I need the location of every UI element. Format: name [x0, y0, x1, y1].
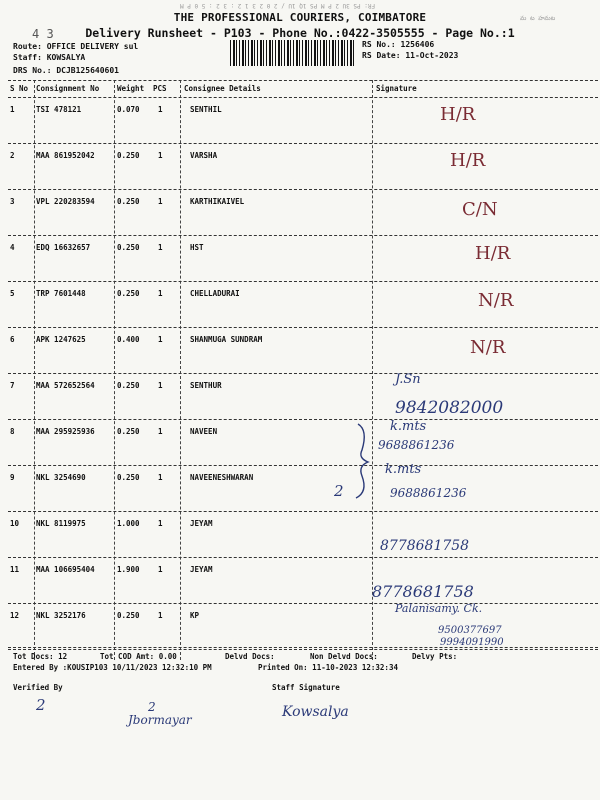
- cell-weight: 0.250: [117, 381, 140, 390]
- cell-consignee: KP: [190, 611, 200, 620]
- total-cod: Tot COD Amt: 0.00: [100, 652, 177, 661]
- table-row: [8, 557, 598, 604]
- delivery-points: Delvy Pts:: [412, 652, 458, 661]
- cell-weight: 0.250: [117, 427, 140, 436]
- handwritten-phone: 9688861236: [378, 438, 455, 452]
- runsheet-title: Delivery Runsheet - P103 - Phone No.:0422-3505555 - Page No.:1: [85, 26, 515, 40]
- cell-sno: 4: [10, 243, 15, 252]
- cell-consignment: TRP 7601448: [36, 289, 86, 298]
- handwritten-status: H/R: [450, 150, 486, 171]
- cell-consignee: JEYAM: [190, 519, 213, 528]
- cell-consignment: MAA 572652564: [36, 381, 95, 390]
- cell-pcs: 1: [158, 289, 163, 298]
- table-row: [8, 189, 598, 236]
- rs-number: RS No.: 1256406: [362, 40, 435, 49]
- col-weight: Weight: [117, 84, 145, 93]
- cell-weight: 1.000: [117, 519, 140, 528]
- cell-sno: 8: [10, 427, 15, 436]
- cell-consignment: MAA 106695404: [36, 565, 95, 574]
- cell-consignee: VARSHA: [190, 151, 218, 160]
- table-row: [8, 465, 598, 512]
- cell-consignment: VPL 220283594: [36, 197, 95, 206]
- cell-consignment: EDQ 16632657: [36, 243, 91, 252]
- cell-weight: 0.250: [117, 611, 140, 620]
- cell-consignment: APK 1247625: [36, 335, 86, 344]
- cell-weight: 0.250: [117, 289, 140, 298]
- total-docs: Tot Docs: 12: [13, 652, 68, 661]
- table-row: [8, 373, 598, 420]
- faint-corner-text: మ ట హమట: [520, 15, 556, 22]
- cell-pcs: 1: [158, 519, 163, 528]
- handwritten-status: H/R: [475, 243, 511, 264]
- table-row: [8, 603, 598, 650]
- cell-consignee: SHANMUGA SUNDRAM: [190, 335, 263, 344]
- handwritten-phone: 8778681758: [380, 538, 470, 554]
- cell-consignee: CHELLADURAI: [190, 289, 240, 298]
- table-header: [8, 80, 598, 98]
- cell-consignee: HST: [190, 243, 204, 252]
- handwritten-phone: 9500377697: [438, 625, 502, 636]
- col-consignment: Consignment No: [36, 84, 100, 93]
- delivered-docs: Delvd Docs:: [225, 652, 275, 661]
- verifier-signature: 2: [36, 696, 46, 714]
- cell-consignee: NAVEENESHWARAN: [190, 473, 254, 482]
- printed-on: Printed On: 11-10-2023 12:32:34: [258, 663, 398, 672]
- cell-pcs: 1: [158, 565, 163, 574]
- table-row: [8, 97, 598, 144]
- rs-date: RS Date: 11-Oct-2023: [362, 51, 459, 60]
- cell-pcs: 1: [158, 151, 163, 160]
- drs-number: DRS No.: DCJB125640601: [13, 66, 119, 75]
- table-row: [8, 511, 598, 558]
- handwritten-status: N/R: [470, 337, 506, 358]
- cell-consignment: NKL 8119975: [36, 519, 86, 528]
- col-sno: S No: [10, 84, 29, 93]
- handwritten-signature: k.mts: [390, 419, 427, 434]
- cell-weight: 0.250: [117, 151, 140, 160]
- barcode: [230, 40, 354, 66]
- cell-pcs: 1: [158, 427, 163, 436]
- cell-sno: 2: [10, 151, 15, 160]
- cell-consignment: NKL 3252176: [36, 611, 86, 620]
- verifier-signature: 2: [148, 700, 156, 714]
- handwritten-name: Palanisamy. Ck.: [395, 602, 483, 615]
- handwritten-phone: 9688861236: [390, 486, 467, 500]
- route-label: Route: OFFICE DELIVERY sul: [13, 42, 139, 51]
- cell-consignment: MAA 295925936: [36, 427, 95, 436]
- cell-weight: 0.070: [117, 105, 140, 114]
- cell-sno: 7: [10, 381, 15, 390]
- non-delivered-docs: Non Delvd Docs:: [310, 652, 378, 661]
- handwritten-status: H/R: [440, 104, 476, 125]
- cell-sno: 12: [10, 611, 20, 620]
- handwritten-status: C/N: [462, 199, 498, 220]
- staff-signature-label: Staff Signature: [272, 683, 340, 692]
- cell-pcs: 1: [158, 335, 163, 344]
- cell-weight: 0.250: [117, 473, 140, 482]
- table-row: [8, 327, 598, 374]
- staff-handwritten-signature: Kowsalya: [282, 704, 349, 720]
- cell-sno: 9: [10, 473, 15, 482]
- handwritten-phone: 9994091990: [440, 637, 504, 648]
- cell-consignment: MAA 861952042: [36, 151, 95, 160]
- cell-consignment: TSI 478121: [36, 105, 82, 114]
- staff-label: Staff: KOWSALYA: [13, 53, 86, 62]
- cell-consignee: NAVEEN: [190, 427, 218, 436]
- corner-mark: 4 3: [32, 27, 54, 41]
- table-row: [8, 143, 598, 190]
- handwritten-count: 2: [334, 482, 344, 500]
- cell-weight: 1.900: [117, 565, 140, 574]
- cell-sno: 11: [10, 565, 20, 574]
- col-consignee: Consignee Details: [184, 84, 261, 93]
- cell-pcs: 1: [158, 243, 163, 252]
- verified-by-label: Verified By: [13, 683, 63, 692]
- company-title: THE PROFESSIONAL COURIERS, COIMBATORE: [173, 11, 427, 24]
- cell-pcs: 1: [158, 473, 163, 482]
- cell-consignment: NKL 3254690: [36, 473, 86, 482]
- handwritten-signature: J.Sn: [395, 372, 421, 387]
- cell-consignee: JEYAM: [190, 565, 213, 574]
- cell-sno: 1: [10, 105, 15, 114]
- cell-weight: 0.400: [117, 335, 140, 344]
- handwritten-phone: 8778681758: [372, 582, 474, 601]
- cell-sno: 3: [10, 197, 15, 206]
- faint-print-text: FR: PS 3U 2 P M PS 1Q 1U / 2 0 2 3 1 2 : 3 2 : 5 0 P M: [180, 2, 376, 9]
- handwritten-phone: 9842082000: [395, 398, 504, 418]
- cell-consignee: SENTHUR: [190, 381, 222, 390]
- cell-consignee: KARTHIKAIVEL: [190, 197, 245, 206]
- entered-by: Entered By :KOUSIP103 10/11/2023 12:32:10 PM: [13, 663, 212, 672]
- verifier-signature: Jbormayar: [128, 713, 192, 727]
- cell-pcs: 1: [158, 611, 163, 620]
- cell-pcs: 1: [158, 105, 163, 114]
- col-signature: Signature: [376, 84, 417, 93]
- cell-pcs: 1: [158, 197, 163, 206]
- cell-weight: 0.250: [117, 197, 140, 206]
- cell-sno: 6: [10, 335, 15, 344]
- handwritten-status: N/R: [478, 290, 514, 311]
- cell-sno: 10: [10, 519, 20, 528]
- table-row: [8, 419, 598, 466]
- footer-divider: [8, 647, 598, 648]
- handwritten-brace: [348, 420, 378, 500]
- handwritten-signature: k.mts: [385, 462, 422, 477]
- cell-weight: 0.250: [117, 243, 140, 252]
- cell-consignee: SENTHIL: [190, 105, 222, 114]
- cell-pcs: 1: [158, 381, 163, 390]
- cell-sno: 5: [10, 289, 15, 298]
- col-pcs: PCS: [153, 84, 167, 93]
